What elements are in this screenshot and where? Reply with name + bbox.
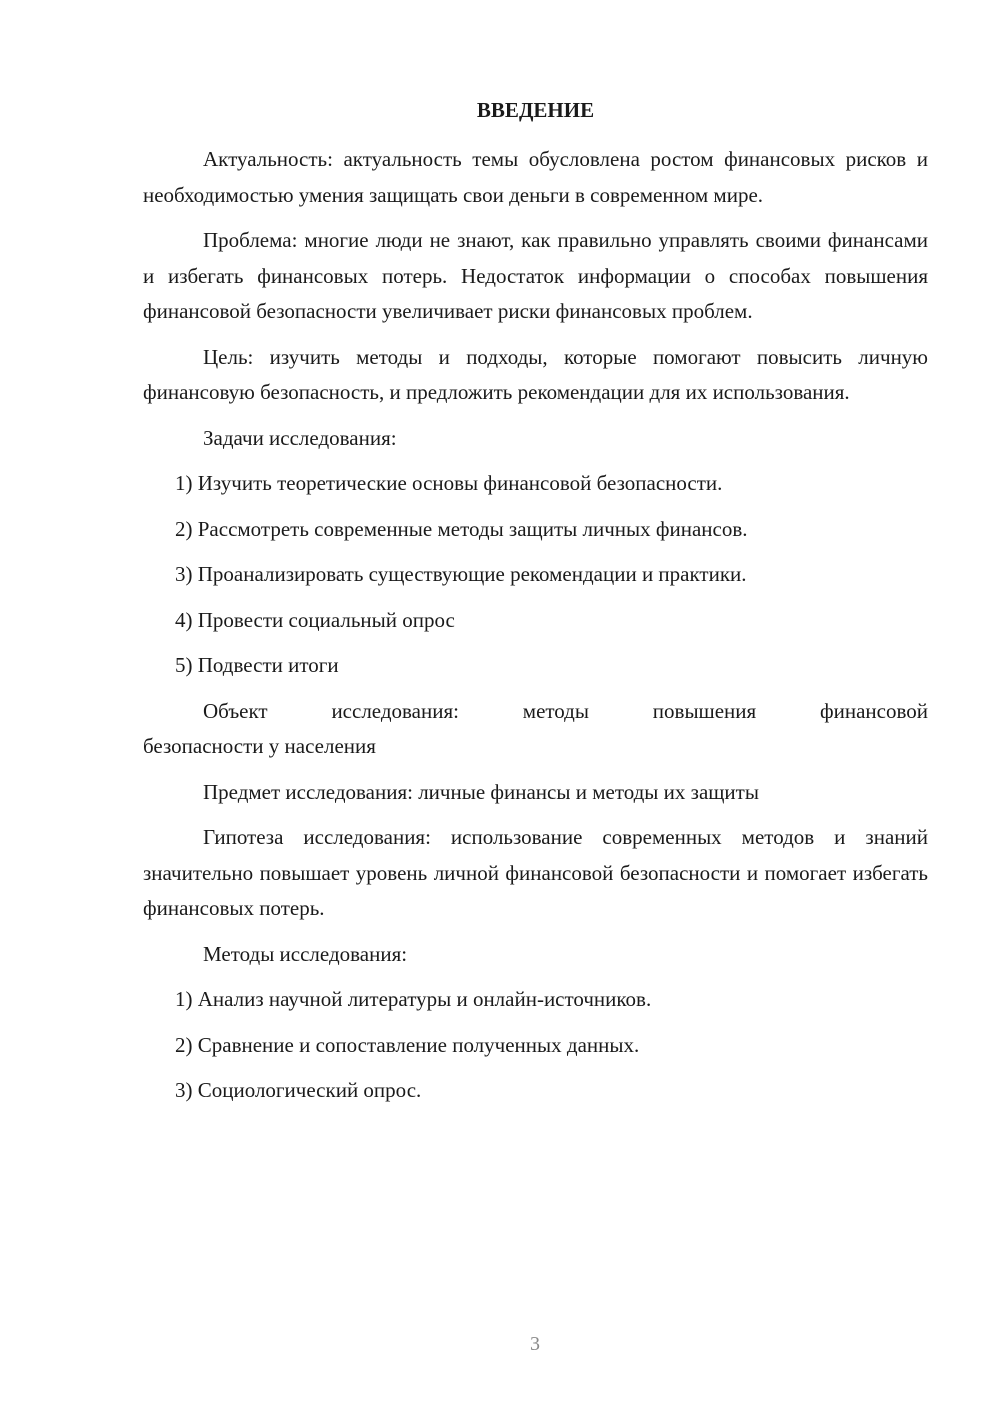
section-title: ВВЕДЕНИЕ xyxy=(476,98,595,122)
list-item: 1) Изучить теоретические основы финансовой безопасности. xyxy=(175,471,723,495)
list-item: 5) Подвести итоги xyxy=(175,653,339,677)
tasks-label: Задачи исследования: xyxy=(203,425,397,450)
list-item: 2) Сравнение и сопоставление полученных данных. xyxy=(175,1032,640,1057)
relevance-paragraph: Актуальность: актуальность темы обусловлена ростом финансовых рисков и необходимостью умения защищать свои деньги в современном мире. xyxy=(143,147,928,207)
goal-paragraph: Цель: изучить методы и подходы, которые помогают повысить личную финансовую безопасность, и предложить рекомендации для их использования. xyxy=(143,344,928,404)
object-word: методы xyxy=(522,698,589,723)
object-first-line xyxy=(143,694,928,730)
list-item: 4) Провести социальный опрос xyxy=(175,607,455,632)
object-paragraph xyxy=(143,694,928,765)
hypothesis-paragraph: Гипотеза исследования: использование современных методов и знаний значительно повышает уровень личной финансовой безопасности и помогает избегать финансовых потерь. xyxy=(143,825,928,920)
page-number: 3 xyxy=(530,1333,540,1355)
object-word: финансовой xyxy=(820,698,928,723)
subject-paragraph: Предмет исследования: личные финансы и методы их защиты xyxy=(203,779,759,804)
list-item: 2) Рассмотреть современные методы защиты личных финансов. xyxy=(175,516,748,541)
object-word: исследования: xyxy=(331,698,459,723)
page-content xyxy=(143,92,928,1119)
methods-list xyxy=(143,982,928,1109)
methods-label: Методы исследования: xyxy=(203,941,408,966)
object-continuation: безопасности у населения xyxy=(143,734,376,758)
tasks-list xyxy=(143,466,928,684)
object-word: повышения xyxy=(652,698,757,723)
list-item: 3) Социологический опрос. xyxy=(175,1078,422,1102)
list-item: 3) Проанализировать существующие рекомендации и практики. xyxy=(175,562,747,586)
object-word: Объект xyxy=(203,698,268,723)
list-item: 1) Анализ научной литературы и онлайн-источников. xyxy=(175,987,652,1011)
problem-paragraph: Проблема: многие люди не знают, как правильно управлять своими финансами и избегать финансовых потерь. Недостаток информации о способах повышения финансовой безопасности увеличивает риски финансовых проблем. xyxy=(143,228,928,323)
